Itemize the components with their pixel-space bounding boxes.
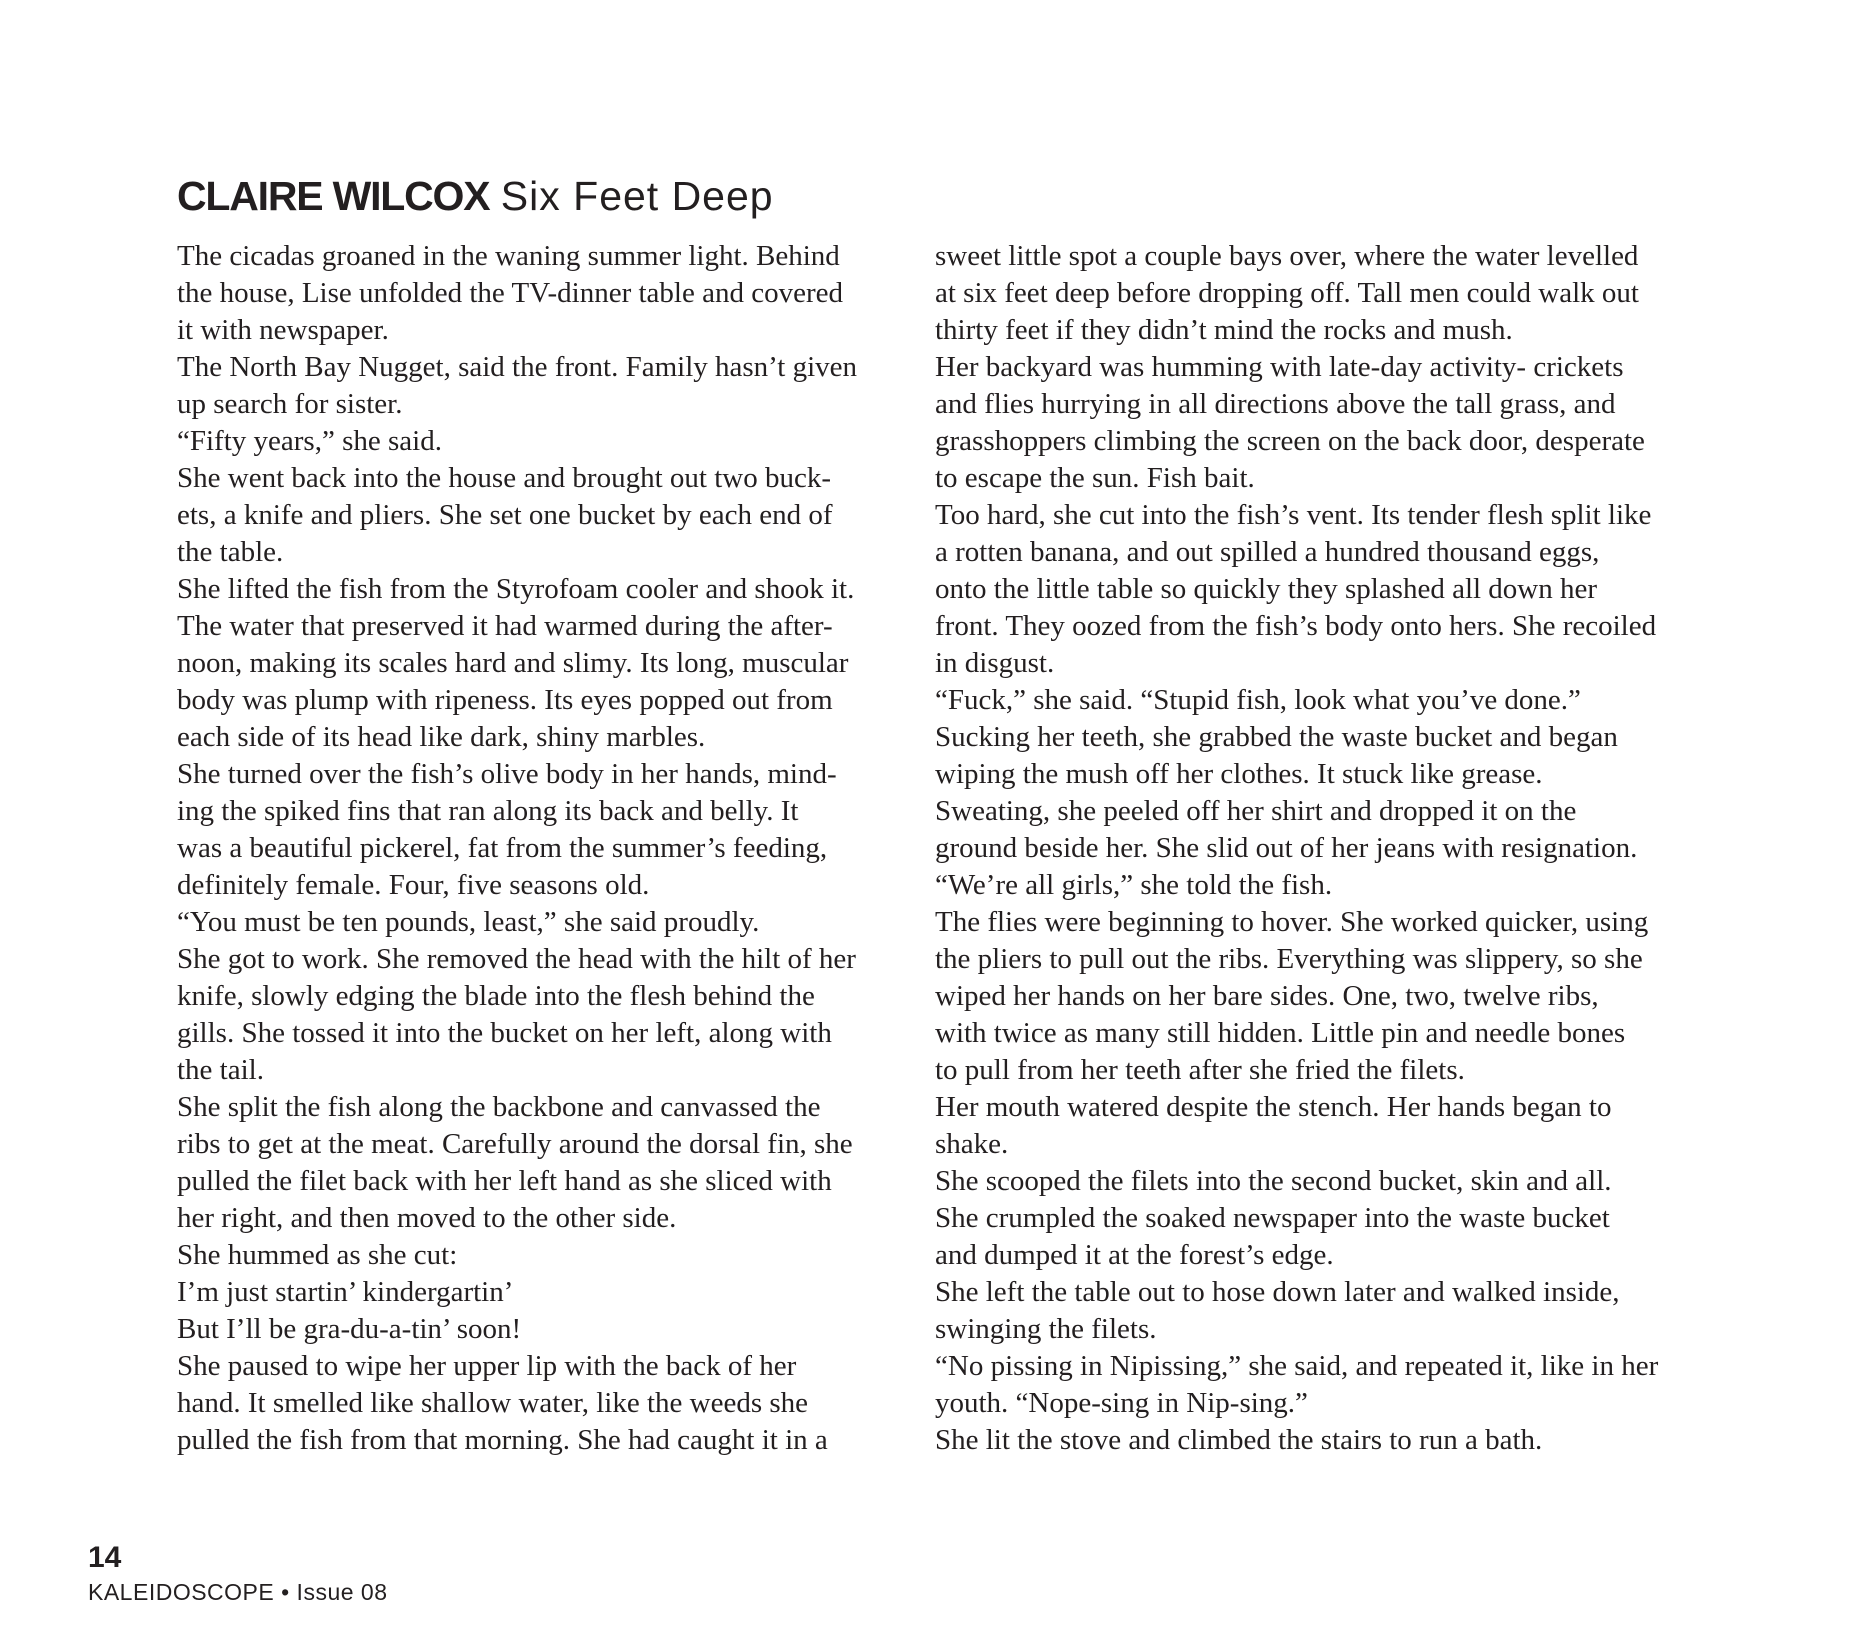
story-name: Six Feet Deep: [500, 173, 774, 219]
text-line: She turned over the fish’s olive body in her hands, mind-: [177, 758, 837, 790]
text-line: She paused to wipe her upper lip with the back of her: [177, 1350, 797, 1382]
text-line: shake.: [935, 1128, 1009, 1160]
text-line: wiped her hands on her bare sides. One, two, twelve ribs,: [935, 980, 1599, 1012]
text-line: ground beside her. She slid out of her jeans with resignation.: [935, 832, 1638, 864]
text-line: She scooped the filets into the second bucket, skin and all.: [935, 1165, 1612, 1197]
text-line: was a beautiful pickerel, fat from the summer’s feeding,: [177, 832, 828, 864]
text-line: definitely female. Four, five seasons old.: [177, 869, 650, 901]
text-line: the house, Lise unfolded the TV-dinner table and covered: [177, 277, 843, 309]
text-column-left: [177, 238, 917, 1459]
text-line: body was plump with ripeness. Its eyes popped out from: [177, 684, 833, 716]
text-line: She left the table out to hose down later and walked inside,: [935, 1276, 1620, 1308]
text-line: the table.: [177, 536, 284, 568]
text-line: “No pissing in Nipissing,” she said, and repeated it, like in her: [935, 1350, 1659, 1382]
text-line: She crumpled the soaked newspaper into the waste bucket: [935, 1202, 1610, 1234]
text-line: The flies were beginning to hover. She worked quicker, using: [935, 906, 1649, 938]
text-line: But I’ll be gra-du-a-tin’ soon!: [177, 1313, 522, 1345]
text-line: ribs to get at the meat. Carefully around the dorsal fin, she: [177, 1128, 853, 1160]
text-line: ets, a knife and pliers. She set one bucket by each end of: [177, 499, 833, 531]
text-line: knife, slowly edging the blade into the flesh behind the: [177, 980, 815, 1012]
text-line: to escape the sun. Fish bait.: [935, 462, 1255, 494]
publication-footer: KALEIDOSCOPE • Issue 08: [88, 1579, 388, 1605]
text-line: her right, and then moved to the other side.: [177, 1202, 677, 1234]
text-line: ing the spiked fins that ran along its back and belly. It: [177, 795, 799, 827]
text-line: noon, making its scales hard and slimy. Its long, muscular: [177, 647, 849, 679]
text-line: “You must be ten pounds, least,” she said proudly.: [177, 906, 760, 938]
text-line: The water that preserved it had warmed during the after-: [177, 610, 833, 642]
text-line: The North Bay Nugget, said the front. Family hasn’t given: [177, 351, 858, 383]
text-line: in disgust.: [935, 647, 1055, 679]
text-line: wiping the mush off her clothes. It stuck like grease.: [935, 758, 1543, 790]
text-line: youth. “Nope-sing in Nip-sing.”: [935, 1387, 1308, 1419]
author-name: CLAIRE WILCOX: [177, 173, 490, 219]
text-line: it with newspaper.: [177, 314, 389, 346]
text-line: “We’re all girls,” she told the fish.: [935, 869, 1333, 901]
text-line: “Fifty years,” she said.: [177, 425, 442, 457]
text-line: thirty feet if they didn’t mind the rocks and mush.: [935, 314, 1513, 346]
text-line: Sucking her teeth, she grabbed the waste bucket and began: [935, 721, 1618, 753]
story-title: [177, 168, 774, 224]
text-line: a rotten banana, and out spilled a hundred thousand eggs,: [935, 536, 1600, 568]
text-line: at six feet deep before dropping off. Tall men could walk out: [935, 277, 1639, 309]
text-line: hand. It smelled like shallow water, like the weeds she: [177, 1387, 809, 1419]
text-line: Her backyard was humming with late-day activity- crickets: [935, 351, 1624, 383]
text-line: swinging the filets.: [935, 1313, 1157, 1345]
text-line: pulled the filet back with her left hand as she sliced with: [177, 1165, 832, 1197]
text-line: Her mouth watered despite the stench. Her hands began to: [935, 1091, 1612, 1123]
text-line: the tail.: [177, 1054, 264, 1086]
text-line: “Fuck,” she said. “Stupid fish, look what you’ve done.”: [935, 684, 1581, 716]
text-line: the pliers to pull out the ribs. Everything was slippery, so she: [935, 943, 1643, 975]
text-line: onto the little table so quickly they splashed all down her: [935, 573, 1598, 605]
text-line: She went back into the house and brought out two buck-: [177, 462, 831, 494]
text-line: to pull from her teeth after she fried the filets.: [935, 1054, 1465, 1086]
text-line: up search for sister.: [177, 388, 403, 420]
page-number: 14: [88, 1541, 122, 1574]
text-line: Sweating, she peeled off her shirt and dropped it on the: [935, 795, 1577, 827]
text-line: Too hard, she cut into the fish’s vent. Its tender flesh split like: [935, 499, 1652, 531]
text-line: front. They oozed from the fish’s body onto hers. She recoiled: [935, 610, 1657, 642]
text-line: and flies hurrying in all directions above the tall grass, and: [935, 388, 1616, 420]
text-line: She hummed as she cut:: [177, 1239, 458, 1271]
text-line: She lit the stove and climbed the stairs to run a bath.: [935, 1424, 1543, 1456]
text-line: sweet little spot a couple bays over, where the water levelled: [935, 240, 1639, 272]
text-line: each side of its head like dark, shiny marbles.: [177, 721, 706, 753]
text-column-right: [935, 238, 1675, 1459]
text-line: I’m just startin’ kindergartin’: [177, 1276, 514, 1308]
text-line: She split the fish along the backbone and canvassed the: [177, 1091, 821, 1123]
text-line: with twice as many still hidden. Little pin and needle bones: [935, 1017, 1626, 1049]
text-line: grasshoppers climbing the screen on the back door, desperate: [935, 425, 1645, 457]
text-line: gills. She tossed it into the bucket on her left, along with: [177, 1017, 832, 1049]
text-line: pulled the fish from that morning. She had caught it in a: [177, 1424, 828, 1456]
text-line: The cicadas groaned in the waning summer light. Behind: [177, 240, 840, 272]
text-line: and dumped it at the forest’s edge.: [935, 1239, 1334, 1271]
text-line: She lifted the fish from the Styrofoam cooler and shook it.: [177, 573, 855, 605]
text-line: She got to work. She removed the head with the hilt of her: [177, 943, 856, 975]
